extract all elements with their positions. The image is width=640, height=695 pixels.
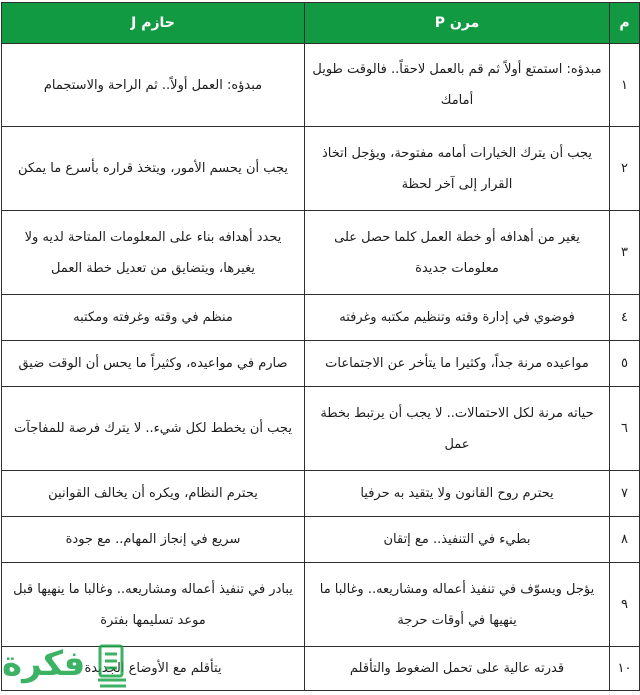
row-number: ٩	[610, 563, 640, 647]
cell-j: يتأقلم مع الأوضاع الجديدة	[2, 647, 305, 691]
watermark-text: فكرة	[2, 644, 86, 684]
table-row	[2, 341, 640, 387]
table-row	[2, 387, 640, 471]
table-row	[2, 211, 640, 295]
cell-p: يحترم روح القانون ولا يتقيد به حرفيا	[305, 471, 610, 517]
cell-p: حياته مرنة لكل الاحتمالات.. لا يجب أن يرتبط بخطة عمل	[305, 387, 610, 471]
cell-p: مبدؤه: استمتع أولاً ثم قم بالعمل لاحقاً.. فالوقت طويل أمامك	[305, 44, 610, 127]
cell-j: يحدد أهدافه بناء على المعلومات المتاحة لديه ولا يغيرها، ويتضايق من تعديل خطة العمل	[2, 211, 305, 295]
header-firm-j: حازم J	[2, 3, 305, 44]
table-row	[2, 295, 640, 341]
cell-j: منظم في وقته وغرفته ومكتبه	[2, 295, 305, 341]
table-row	[2, 127, 640, 211]
comparison-table	[1, 2, 640, 691]
cell-p: يغير من أهدافه أو خطة العمل كلما حصل على معلومات جديدة	[305, 211, 610, 295]
cell-j: يجب أن يخطط لكل شيء.. لا يترك فرصة للمفاجآت	[2, 387, 305, 471]
row-number: ١	[610, 44, 640, 127]
cell-j: يحترم النظام، ويكره أن يخالف القوانين	[2, 471, 305, 517]
header-row	[2, 3, 640, 44]
table-row	[2, 563, 640, 647]
row-number: ٤	[610, 295, 640, 341]
table-row	[2, 517, 640, 563]
cell-p: فوضوي في إدارة وقته وتنظيم مكتبه وغرفته	[305, 295, 610, 341]
table-row	[2, 44, 640, 127]
cell-j: يبادر في تنفيذ أعماله ومشاريعه.. وغالبا ما ينهيها قبل موعد تسليمها بفترة	[2, 563, 305, 647]
row-number: ٢	[610, 127, 640, 211]
row-number: ٣	[610, 211, 640, 295]
book-stack-icon	[96, 640, 130, 690]
cell-j: مبدؤه: العمل أولاً.. ثم الراحة والاستجمام	[2, 44, 305, 127]
header-number: م	[610, 3, 640, 44]
cell-p: قدرته عالية على تحمل الضغوط والتأقلم	[305, 647, 610, 691]
cell-j: صارم في مواعيده، وكثيراً ما يحس أن الوقت ضيق	[2, 341, 305, 387]
table-row	[2, 471, 640, 517]
cell-p: بطيء في التنفيذ.. مع إتقان	[305, 517, 610, 563]
cell-j: يجب أن يحسم الأمور، ويتخذ قراره بأسرع ما يمكن	[2, 127, 305, 211]
cell-p: يجب أن يترك الخيارات أمامه مفتوحة، ويؤجل اتخاذ القرار إلى آخر لحظة	[305, 127, 610, 211]
row-number: ٥	[610, 341, 640, 387]
row-number: ٧	[610, 471, 640, 517]
row-number: ٦	[610, 387, 640, 471]
header-flexible-p: مرن P	[305, 3, 610, 44]
cell-j: سريع في إنجاز المهام.. مع جودة	[2, 517, 305, 563]
cell-p: مواعيده مرنة جداً، وكثيرا ما يتأخر عن الاجتماعات	[305, 341, 610, 387]
watermark-logo	[0, 640, 165, 695]
row-number: ١٠	[610, 647, 640, 691]
cell-p: يؤجل ويسوّف في تنفيذ أعماله ومشاريعه.. وغالبا ما ينهيها في أوقات حرجة	[305, 563, 610, 647]
row-number: ٨	[610, 517, 640, 563]
